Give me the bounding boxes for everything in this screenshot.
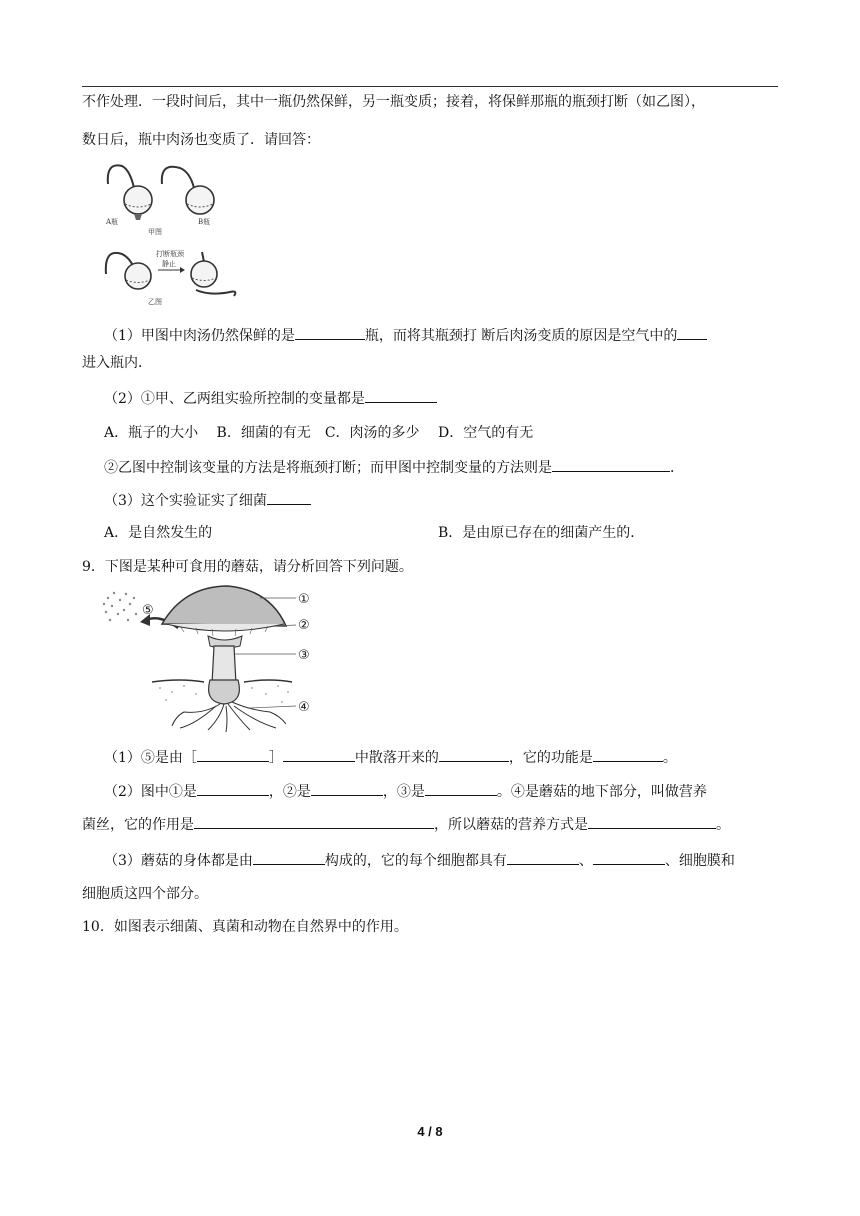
q9-p3-blank-1[interactable] xyxy=(253,850,325,865)
q8-p1-blank-1[interactable] xyxy=(295,325,365,340)
q9-p3-blank-2[interactable] xyxy=(507,850,579,865)
q9-part2-line1 xyxy=(104,781,707,802)
q8-p2-blank[interactable] xyxy=(365,388,437,403)
header-rule xyxy=(82,86,778,87)
page-number: 4 / 8 xyxy=(417,1124,443,1139)
q9-p1-blank-3[interactable] xyxy=(439,747,509,762)
mushroom-figure xyxy=(100,584,330,734)
label-flask-a: A瓶 xyxy=(106,218,119,226)
intro-line-2: 数日后，瓶中肉汤也变质了．请回答： xyxy=(82,132,320,148)
q9-p2-text-g: 。 xyxy=(716,817,730,833)
q8-part3-option-a: A．是自然发生的 xyxy=(104,525,213,541)
q9-p1-blank-1[interactable] xyxy=(197,747,269,762)
q9-p2-blank-4[interactable] xyxy=(194,814,434,829)
q8-p1-text-a: （1）甲图中肉汤仍然保鲜的是 xyxy=(104,328,295,344)
q9-p3-text-c: 、 xyxy=(578,853,593,869)
q9-p1-text-b: ］ xyxy=(268,750,283,766)
q8-p1-text-b: 瓶，而将其瓶颈打 断后肉汤变质的原因是空气中的 xyxy=(364,328,678,344)
q9-p2-blank-2[interactable] xyxy=(311,781,383,796)
q8-part2-options: A．瓶子的大小 B．细菌的有无 C．肉汤的多少 D．空气的有无 xyxy=(104,425,534,441)
q8-part3-option-b: B．是由原已存在的细菌产生的． xyxy=(438,525,645,541)
q9-p3-text-d: 、细胞膜和 xyxy=(664,853,735,869)
q8-p2-2-text-b: ． xyxy=(670,460,684,476)
q9-p2-text-a: （2）图中①是 xyxy=(104,784,197,800)
flask-experiment-figure xyxy=(100,158,240,306)
mushroom-label-3: ③ xyxy=(298,648,310,663)
q9-part3-line2: 细胞质这四个部分。 xyxy=(82,886,208,902)
label-break-neck: 打断瓶颈 xyxy=(156,250,184,258)
q8-part2-2 xyxy=(104,457,684,478)
q8-part1-line2: 进入瓶内． xyxy=(82,355,152,371)
q8-part2 xyxy=(104,388,437,409)
q9-part1 xyxy=(104,747,677,768)
q9-p2-blank-5[interactable] xyxy=(588,814,716,829)
q9-p1-blank-4[interactable] xyxy=(593,747,663,762)
q9-p2-blank-3[interactable] xyxy=(425,781,497,796)
q9-p2-blank-1[interactable] xyxy=(197,781,269,796)
mushroom-label-2: ② xyxy=(298,618,310,633)
q9-p2-text-d: 。④是蘑菇的地下部分，叫做营养 xyxy=(496,784,707,800)
q8-part1-line1 xyxy=(104,325,707,346)
q8-part3 xyxy=(104,490,311,511)
label-fig-yi: 乙图 xyxy=(148,298,162,306)
q9-p1-blank-2[interactable] xyxy=(283,747,355,762)
label-flask-b: B瓶 xyxy=(198,218,211,226)
q8-p1-blank-2[interactable] xyxy=(677,325,707,340)
q9-p2-text-f: ，所以蘑菇的营养方式是 xyxy=(434,817,588,833)
q8-p3-text: （3）这个实验证实了细菌 xyxy=(104,493,267,509)
q8-p2-text: （2）①甲、乙两组实验所控制的变量都是 xyxy=(104,391,365,407)
q9-p1-text-c: 中散落开来的 xyxy=(354,750,439,766)
q9-p1-text-a: （1）⑤是由［ xyxy=(104,750,197,766)
q9-p3-text-b: 构成的，它的每个细胞都具有 xyxy=(324,853,507,869)
label-rest: 静止 xyxy=(162,260,176,268)
q8-p3-blank[interactable] xyxy=(267,490,311,505)
q8-p2-2-text-a: ②乙图中控制该变量的方法是将瓶颈打断；而甲图中控制变量的方法则是 xyxy=(104,460,552,476)
q8-p2-2-blank[interactable] xyxy=(552,457,670,472)
mushroom-label-1: ① xyxy=(298,592,310,607)
q9-p1-text-e: 。 xyxy=(662,750,677,766)
label-fig-jia: 甲图 xyxy=(148,228,162,236)
mushroom-label-5: ⑤ xyxy=(142,603,154,618)
q10-title: 10．如图表示细菌、真菌和动物在自然界中的作用。 xyxy=(82,919,408,935)
mushroom-label-4: ④ xyxy=(298,700,310,715)
q9-p2-text-e: 菌丝，它的作用是 xyxy=(82,817,194,833)
q9-part2-line2 xyxy=(82,814,730,835)
intro-line-1: 不作处理．一段时间后，其中一瓶仍然保鲜，另一瓶变质；接着，将保鲜那瓶的瓶颈打断（如乙图）， xyxy=(82,94,705,110)
q9-p2-text-c: ，③是 xyxy=(382,784,425,800)
q9-p3-blank-3[interactable] xyxy=(593,850,665,865)
q9-p3-text-a: （3）蘑菇的身体都是由 xyxy=(104,853,253,869)
q9-p2-text-b: ，②是 xyxy=(268,784,311,800)
q9-part3-line1 xyxy=(104,850,735,871)
q9-title: 9．下图是某种可食用的蘑菇，请分析回答下列问题。 xyxy=(82,559,413,575)
q9-p1-text-d: ，它的功能是 xyxy=(508,750,593,766)
